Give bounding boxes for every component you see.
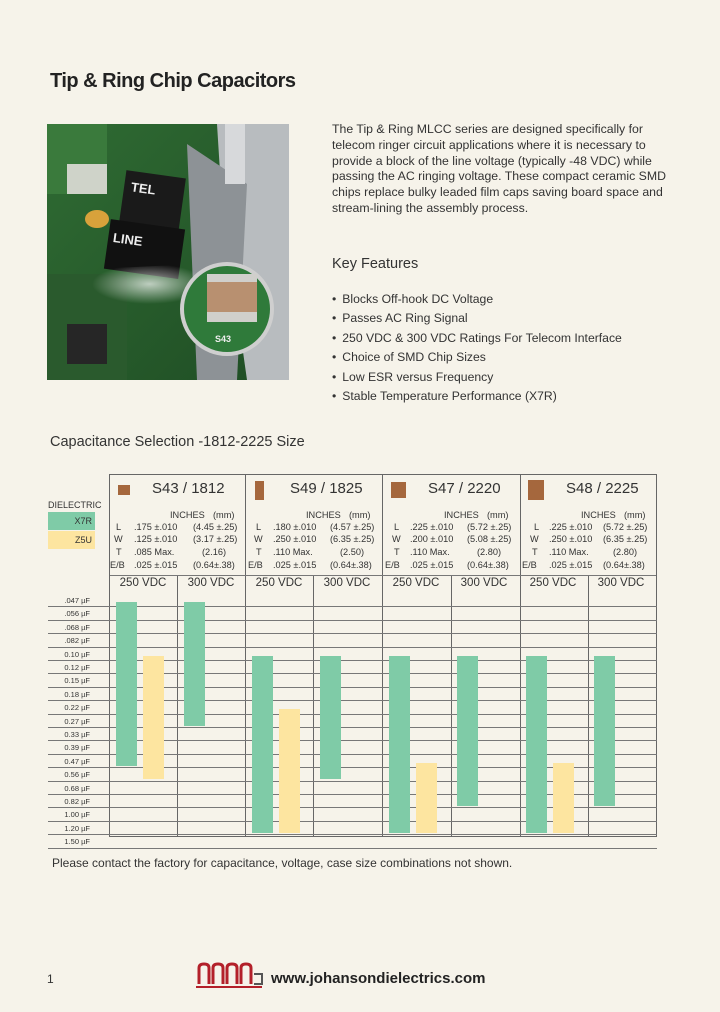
dim-key: L xyxy=(116,522,122,532)
capacitance-label: 0.56 µF xyxy=(64,770,90,780)
dim-inches: .085 Max. xyxy=(134,547,175,557)
capacitance-row xyxy=(48,648,657,661)
dim-mm: (0.64±.38) xyxy=(467,560,509,570)
footnote: Please contact the factory for capacitance, voltage, case size combinations not shown. xyxy=(52,856,513,870)
voltage-header: 250 VDC xyxy=(392,577,440,589)
capacitance-row xyxy=(48,634,657,647)
capacitance-range-bar xyxy=(416,763,437,833)
capacitance-row xyxy=(48,674,657,687)
dim-mm: (2.80) xyxy=(477,547,502,557)
capacitance-label: 0.33 µF xyxy=(64,730,90,739)
voltage-header: 300 VDC xyxy=(460,577,508,589)
capacitance-label: 0.82 µF xyxy=(64,797,90,806)
dim-mm: (6.35 ±.25) xyxy=(603,534,648,544)
series-s48-title: S48 / 2225 xyxy=(566,480,639,497)
capacitance-range-bar xyxy=(252,656,273,833)
dim-inches: .110 Max. xyxy=(549,547,589,557)
dim-inches: .250 ±.010 xyxy=(273,534,317,544)
capacitance-label: .068 µF xyxy=(64,622,90,632)
dim-mm: (2.80) xyxy=(613,547,638,557)
feature-item: • 250 VDC & 300 VDC Ratings For Telecom Interface xyxy=(332,331,622,350)
dim-mm: (6.35 ±.25) xyxy=(330,534,375,544)
dim-inches: .250 ±.010 xyxy=(549,534,593,544)
dim-header-mm: (mm) xyxy=(349,510,371,520)
capacitance-label: 1.50 µF xyxy=(64,837,90,847)
dim-key: E/B xyxy=(522,560,537,570)
product-photo xyxy=(47,124,289,380)
feature-item: • Passes AC Ring Signal xyxy=(332,311,622,330)
dim-mm: (4.45 ±.25) xyxy=(193,522,238,532)
dim-inches: .125 ±.010 xyxy=(134,534,178,544)
dim-mm: (4.57 ±.25) xyxy=(330,522,375,532)
capacitance-row xyxy=(48,741,657,754)
dim-key: T xyxy=(256,547,262,557)
dim-header-mm: (mm) xyxy=(487,510,509,520)
feature-item: • Stable Temperature Performance (X7R) xyxy=(332,389,622,408)
capacitance-label: 0.10 µF xyxy=(64,649,90,659)
dim-key: W xyxy=(530,534,539,544)
capacitance-range-bar xyxy=(279,709,300,833)
capacitance-range-bar xyxy=(320,656,341,780)
capacitance-range-bar xyxy=(184,602,205,726)
photo-label-line: LINE xyxy=(112,230,144,249)
voltage-header: 250 VDC xyxy=(119,577,167,589)
dim-key: W xyxy=(254,534,263,544)
dim-mm: (2.16) xyxy=(202,547,227,557)
dim-key: T xyxy=(532,547,538,557)
dim-key: L xyxy=(394,522,400,532)
dim-mm: (3.17 ±.25) xyxy=(193,534,238,544)
photo-chip-code: S43 xyxy=(215,334,232,344)
dim-key: T xyxy=(116,547,122,557)
capacitance-label: 0.22 µF xyxy=(64,703,90,713)
capacitance-label: .056 µF xyxy=(64,609,90,619)
capacitance-range-bar xyxy=(457,656,478,806)
dim-mm: (0.64±.38) xyxy=(603,560,645,570)
capacitance-row xyxy=(48,594,657,607)
capacitance-range-bar xyxy=(389,656,410,833)
capacitance-row xyxy=(48,688,657,701)
capacitance-label: 1.20 µF xyxy=(64,823,90,833)
photo-label-tel: TEL xyxy=(130,179,157,198)
dim-header-inches: INCHES xyxy=(581,510,616,520)
dim-mm: (5.72 ±.25) xyxy=(467,522,512,532)
series-s47-title: S47 / 2220 xyxy=(428,480,501,497)
capacitance-range-bar xyxy=(526,656,547,833)
chip-icon-s43 xyxy=(118,485,130,495)
dim-inches: .025 ±.015 xyxy=(273,560,317,570)
dim-key: L xyxy=(534,522,540,532)
dim-inches: .025 ±.015 xyxy=(134,560,178,570)
capacitance-label: 1.00 µF xyxy=(64,810,90,820)
dim-header-inches: INCHES xyxy=(444,510,479,520)
dim-key: W xyxy=(392,534,401,544)
dielectric-z5u: Z5U xyxy=(48,531,95,549)
page-number: 1 xyxy=(47,972,54,986)
capacitance-label: 0.18 µF xyxy=(64,689,90,699)
dim-key: W xyxy=(114,534,123,544)
page-title: Tip & Ring Chip Capacitors xyxy=(50,70,296,92)
dim-inches: .180 ±.010 xyxy=(273,522,317,532)
voltage-header: 300 VDC xyxy=(597,577,645,589)
dim-header-inches: INCHES xyxy=(306,510,341,520)
capacitance-row xyxy=(48,607,657,620)
voltage-header: 300 VDC xyxy=(323,577,371,589)
voltage-header: 300 VDC xyxy=(187,577,235,589)
intro-paragraph: The Tip & Ring MLCC series are designed specifically for telecom ringer circuit applications where it is necessary to provide a block of the line voltage (typically -48 VDC) while passing the AC ringing voltage. These compact ceramic SMD chips replace bulky leaded film caps saving board space and stream-lining the assembly process. xyxy=(332,122,666,215)
dim-key: T xyxy=(394,547,400,557)
dim-inches: .110 Max. xyxy=(273,547,313,557)
capacitance-label: .082 µF xyxy=(64,636,90,646)
feature-item: • Low ESR versus Frequency xyxy=(332,370,622,389)
capacitance-row xyxy=(48,621,657,634)
key-features-list xyxy=(332,292,622,408)
dim-mm: (5.08 ±.25) xyxy=(467,534,512,544)
dim-mm: (2.50) xyxy=(340,547,365,557)
dielectric-x7r: X7R xyxy=(48,512,95,530)
capacitance-label: .047 µF xyxy=(64,596,90,605)
capacitance-range-bar xyxy=(116,602,137,766)
series-s49-title: S49 / 1825 xyxy=(290,480,363,497)
dim-inches: .200 ±.010 xyxy=(410,534,454,544)
voltage-header: 250 VDC xyxy=(255,577,303,589)
dim-key: E/B xyxy=(110,560,125,570)
dim-key: E/B xyxy=(248,560,263,570)
dim-key: L xyxy=(256,522,262,532)
company-logo-icon xyxy=(196,960,266,995)
dim-header-inches: INCHES xyxy=(170,510,205,520)
chip-icon-s47 xyxy=(391,482,406,498)
dim-header-mm: (mm) xyxy=(213,510,235,520)
capacitance-range-bar xyxy=(143,656,164,780)
capacitance-range-bar xyxy=(594,656,615,806)
dielectric-label: DIELECTRIC xyxy=(48,500,102,510)
key-features-title: Key Features xyxy=(332,256,419,272)
capacitance-label: 0.39 µF xyxy=(64,743,90,753)
capacitance-label: 0.15 µF xyxy=(64,676,90,686)
capacitance-range-bar xyxy=(553,763,574,833)
capacitance-row xyxy=(48,835,657,848)
series-s43-title: S43 / 1812 xyxy=(152,480,225,497)
voltage-header: 250 VDC xyxy=(529,577,577,589)
dim-inches: .225 ±.010 xyxy=(410,522,454,532)
capacitance-row xyxy=(48,728,657,741)
dim-inches: .025 ±.015 xyxy=(410,560,454,570)
capacitance-row xyxy=(48,701,657,714)
selection-title: Capacitance Selection -1812-2225 Size xyxy=(50,434,305,450)
dim-mm: (0.64±.38) xyxy=(193,560,235,570)
dim-mm: (0.64±.38) xyxy=(330,560,372,570)
capacitance-label: 0.27 µF xyxy=(64,716,90,726)
dim-inches: .110 Max. xyxy=(410,547,450,557)
capacitance-label: 0.68 µF xyxy=(64,783,90,793)
website-link[interactable]: www.johansondielectrics.com xyxy=(271,970,486,987)
dim-header-mm: (mm) xyxy=(624,510,646,520)
chip-icon-s48 xyxy=(528,480,544,500)
capacitance-label: 0.47 µF xyxy=(64,756,90,766)
dim-mm: (5.72 ±.25) xyxy=(603,522,648,532)
dim-inches: .225 ±.010 xyxy=(549,522,593,532)
capacitance-row xyxy=(48,661,657,674)
dim-inches: .025 ±.015 xyxy=(549,560,593,570)
capacitance-label: 0.12 µF xyxy=(64,663,90,672)
capacitance-row xyxy=(48,715,657,728)
dim-key: E/B xyxy=(385,560,400,570)
feature-item: • Blocks Off-hook DC Voltage xyxy=(332,292,622,311)
chip-icon-s49 xyxy=(255,481,264,500)
feature-item: • Choice of SMD Chip Sizes xyxy=(332,350,622,369)
dim-inches: .175 ±.010 xyxy=(134,522,178,532)
